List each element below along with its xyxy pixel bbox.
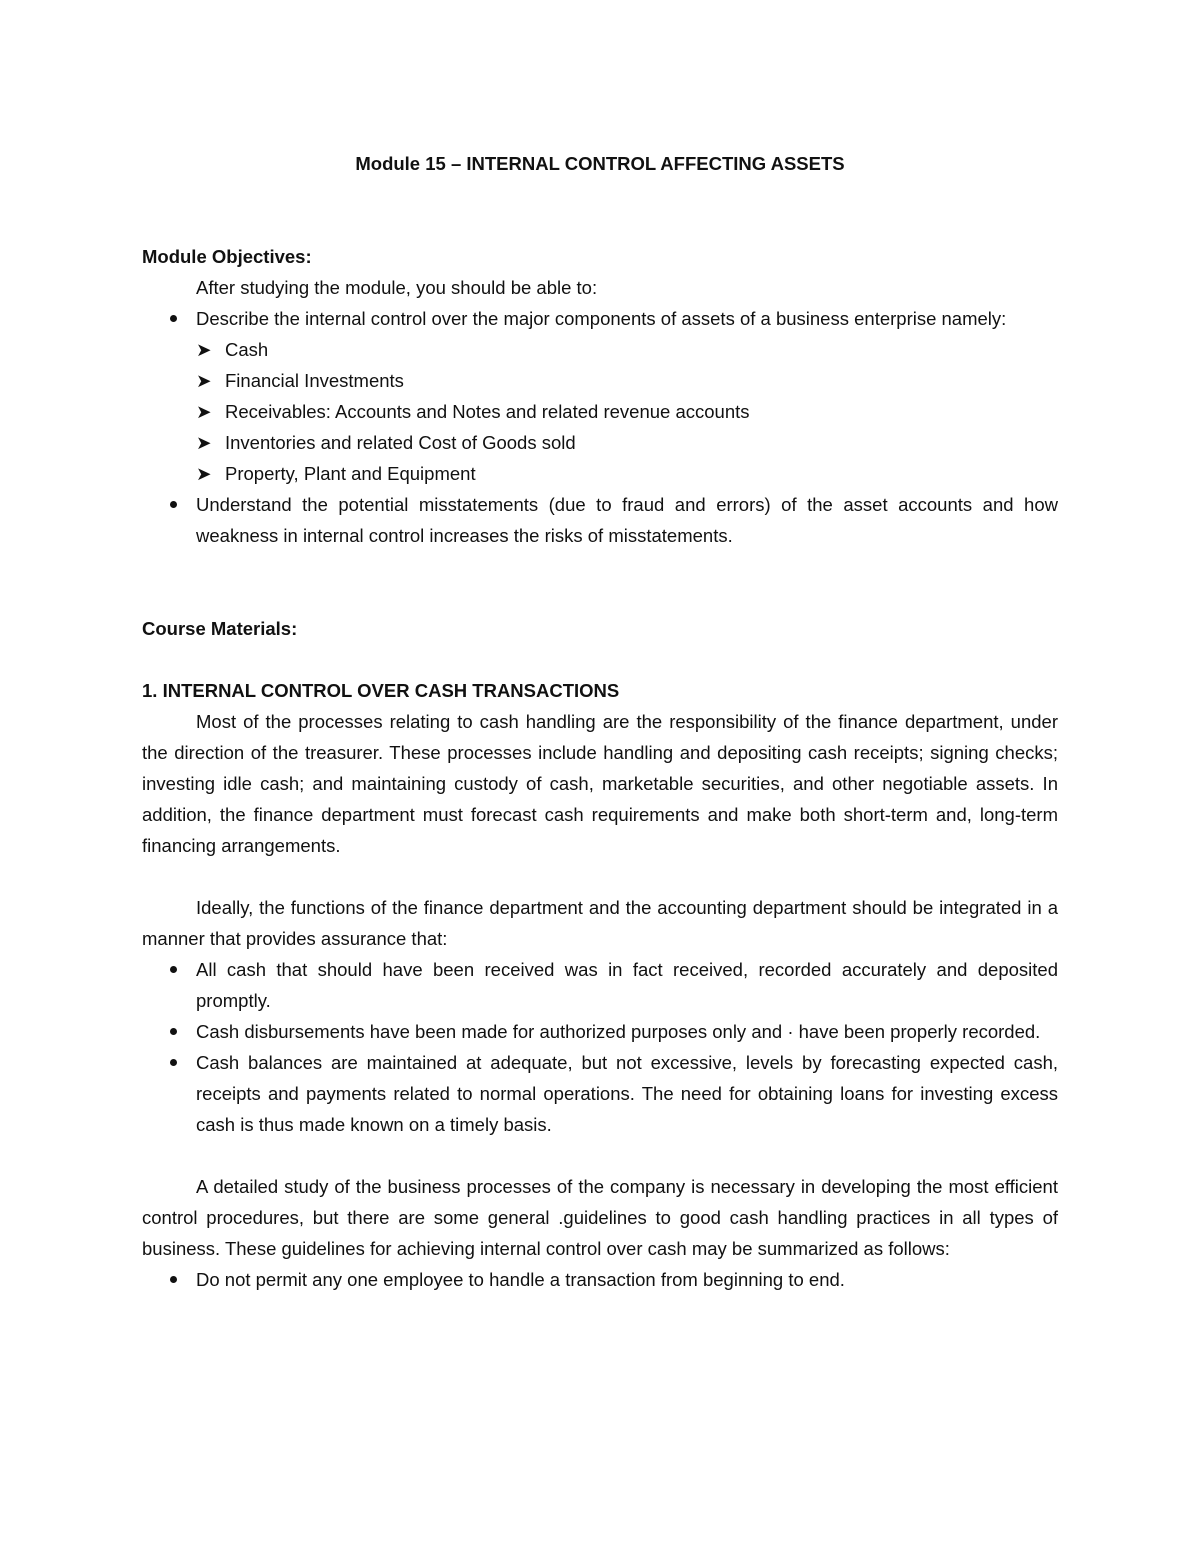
assurance-text: Cash disbursements have been made for authorized purposes only and · have been properly recorded. [196, 1021, 1041, 1042]
assurance-item [142, 1016, 1058, 1047]
objective-text: Understand the potential misstatements (due to fraud and errors) of the asset accounts and how weakness in internal control increases the risks of misstatements. [196, 494, 1058, 546]
asset-component-item [196, 365, 1058, 396]
arrow-bullet-icon: ➤ [196, 339, 212, 360]
assurance-list [142, 954, 1058, 1140]
arrow-bullet-icon: ➤ [196, 463, 212, 484]
asset-component-item [196, 396, 1058, 427]
arrow-bullet-icon: ➤ [196, 370, 212, 391]
asset-components-list [196, 334, 1058, 489]
course-materials-heading: Course Materials: [142, 618, 298, 639]
objectives-heading: Module Objectives: [142, 246, 312, 267]
asset-component-item [196, 427, 1058, 458]
page-title: Module 15 – INTERNAL CONTROL AFFECTING ASSETS [355, 153, 845, 174]
body-paragraph: Ideally, the functions of the finance department and the accounting department should be integrated in a manner that provides assurance that: [142, 897, 1058, 949]
bullet-icon [170, 315, 177, 322]
page-content [142, 148, 1058, 1295]
bullet-icon [170, 1059, 177, 1066]
bullet-icon [170, 1276, 177, 1283]
arrow-bullet-icon: ➤ [196, 432, 212, 453]
asset-component-item [196, 334, 1058, 365]
body-paragraph: Most of the processes relating to cash handling are the responsibility of the finance department, under the direction of the treasurer. These processes include handling and depositing cash receipts; signing checks; investing idle cash; and maintaining custody of cash, marketable securities, and other negotiable assets. In addition, the finance department must forecast cash requirements and make both short-term and, long-term financing arrangements. [142, 711, 1058, 856]
guideline-text: Do not permit any one employee to handle a transaction from beginning to end. [196, 1269, 845, 1290]
assurance-text: All cash that should have been received was in fact received, recorded accurately and deposited promptly. [196, 959, 1058, 1011]
asset-component-text: Property, Plant and Equipment [225, 463, 476, 484]
guideline-item [142, 1264, 1058, 1295]
arrow-bullet-icon: ➤ [196, 401, 212, 422]
assurance-item [142, 1047, 1058, 1140]
body-paragraph: A detailed study of the business processes of the company is necessary in developing the most efficient control procedures, but there are some general .guidelines to good cash handling practices in all types of business. These guidelines for achieving internal control over cash may be summarized as follows: [142, 1176, 1058, 1259]
objectives-list [142, 303, 1058, 551]
objectives-intro: After studying the module, you should be able to: [196, 277, 598, 298]
bullet-icon [170, 966, 177, 973]
asset-component-text: Inventories and related Cost of Goods sold [225, 432, 576, 453]
section-heading: 1. INTERNAL CONTROL OVER CASH TRANSACTIONS [142, 680, 620, 701]
assurance-text: Cash balances are maintained at adequate, but not excessive, levels by forecasting expected cash, receipts and payments related to normal operations. The need for obtaining loans for investing excess cash is thus made known on a timely basis. [196, 1052, 1058, 1135]
objective-item [142, 303, 1058, 489]
guidelines-list [142, 1264, 1058, 1295]
asset-component-item [196, 458, 1058, 489]
asset-component-text: Cash [225, 339, 269, 360]
bullet-icon [170, 501, 177, 508]
assurance-item [142, 954, 1058, 1016]
asset-component-text: Financial Investments [225, 370, 404, 391]
objective-item [142, 489, 1058, 551]
objective-text: Describe the internal control over the major components of assets of a business enterprise namely: [196, 308, 1007, 329]
bullet-icon [170, 1028, 177, 1035]
asset-component-text: Receivables: Accounts and Notes and related revenue accounts [225, 401, 750, 422]
